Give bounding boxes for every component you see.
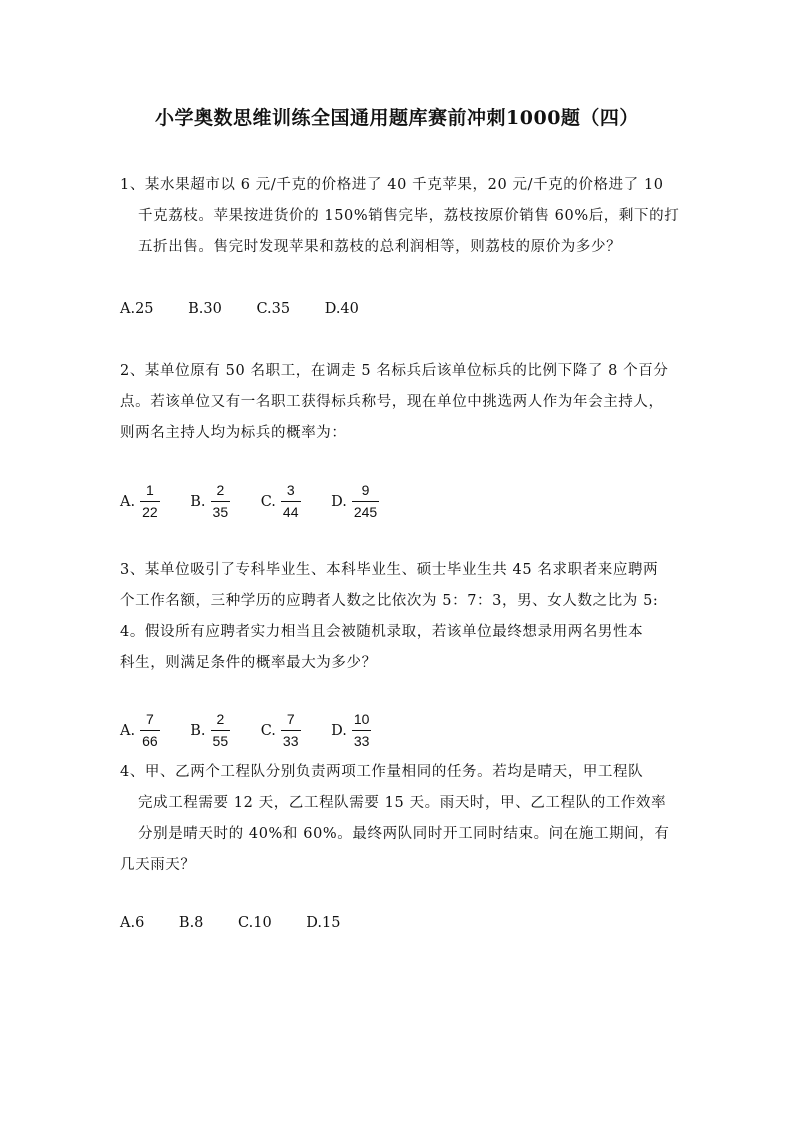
fraction: [281, 482, 301, 521]
question-2-line-1: 2、某单位原有 50 名职工，在调走 5 名标兵后该单位标兵的比例下降了 8 个百分: [120, 363, 669, 379]
question-2-line-2: 点。若该单位又有一名职工获得标兵称号，现在单位中挑选两人作为年会主持人，: [120, 394, 664, 410]
question-2-options: [120, 482, 405, 521]
fraction: [211, 711, 231, 750]
question-1-line-1: 1、某水果超市以 6 元/千克的价格进了 40 千克苹果，20 元/千克的价格进了 10: [120, 177, 664, 193]
question-3: [120, 555, 680, 679]
question-3-line-1: 3、某单位吸引了专科毕业生、本科毕业生、硕士毕业生共 45 名求职者来应聘两: [120, 562, 659, 578]
question-1: [120, 170, 680, 263]
question-3-line-2: 个工作名额，三种学历的应聘者人数之比依次为 5：7：3，男、女人数之比为 5:: [120, 593, 659, 609]
option-d: D.40: [324, 301, 359, 317]
option-a: A.6: [120, 915, 145, 931]
option-b: [190, 482, 230, 521]
numerator: 10: [353, 711, 370, 727]
option-d: [331, 482, 379, 521]
question-4-line-2: 完成工程需要 12 天，乙工程队需要 15 天。雨天时，甲、乙工程队的工作效率: [138, 795, 667, 811]
numerator: 2: [216, 711, 225, 727]
question-1-options: [120, 301, 389, 317]
option-c: [261, 482, 301, 521]
option-label: A.: [120, 722, 136, 739]
option-c: C.10: [238, 915, 272, 931]
numerator: 7: [286, 711, 295, 727]
question-4-options: [120, 915, 370, 931]
fraction: [140, 711, 160, 750]
option-label: A.: [120, 493, 136, 510]
denominator: 66: [142, 733, 158, 749]
option-label: D.: [331, 722, 347, 739]
option-c: C.35: [256, 301, 291, 317]
option-a: [120, 482, 160, 521]
question-1-line-3: 五折出售。售完时发现苹果和荔枝的总利润相等，则荔枝的原价为多少？: [138, 239, 622, 255]
option-label: B.: [190, 493, 206, 510]
numerator: 7: [145, 711, 154, 727]
fraction: [140, 482, 160, 521]
question-2: [120, 356, 680, 449]
numerator: 2: [216, 482, 225, 498]
option-label: D.: [331, 493, 347, 510]
option-label: B.: [190, 722, 206, 739]
denominator: 55: [212, 733, 229, 749]
option-b: [190, 711, 230, 750]
option-c: [261, 711, 301, 750]
denominator: 245: [353, 504, 378, 520]
fraction: [352, 482, 379, 521]
option-a: A.25: [120, 301, 154, 317]
question-3-options: [120, 711, 397, 750]
numerator: 9: [361, 482, 370, 498]
denominator: 33: [282, 733, 299, 749]
fraction: [352, 711, 372, 750]
denominator: 35: [212, 504, 229, 520]
question-4: [120, 757, 680, 881]
question-4-line-3: 分别是晴天时的 40%和 60%。最终两队同时开工同时结束。问在施工期间，有: [138, 826, 670, 842]
fraction: [211, 482, 231, 521]
page-title: 小学奥数思维训练全国通用题库赛前冲刺1000题（四）: [155, 107, 639, 129]
denominator: 44: [282, 504, 299, 520]
question-3-line-4: 科生，则满足条件的概率最大为多少？: [120, 655, 377, 671]
option-b: B.8: [178, 915, 204, 931]
denominator: 33: [353, 733, 370, 749]
numerator: 3: [286, 482, 295, 498]
question-4-line-1: 4、甲、乙两个工程队分别负责两项工作量相同的任务。若均是晴天，甲工程队: [120, 764, 644, 780]
denominator: 22: [142, 504, 158, 520]
option-d: [331, 711, 371, 750]
question-2-line-3: 则两名主持人均为标兵的概率为：: [120, 425, 347, 441]
option-b: B.30: [188, 301, 222, 317]
fraction: [281, 711, 301, 750]
option-a: [120, 711, 160, 750]
option-label: C.: [260, 493, 276, 510]
option-d: D.15: [306, 915, 341, 931]
question-3-line-3: 4。假设所有应聘者实力相当且会被随机录取，若该单位最终想录用两名男性本: [120, 624, 644, 640]
option-label: C.: [260, 722, 276, 739]
numerator: 1: [145, 482, 154, 498]
question-4-line-4: 几天雨天？: [120, 857, 196, 873]
question-1-line-2: 千克荔枝。苹果按进货价的 150%销售完毕，荔枝按原价销售 60%后，剩下的打: [138, 208, 680, 224]
